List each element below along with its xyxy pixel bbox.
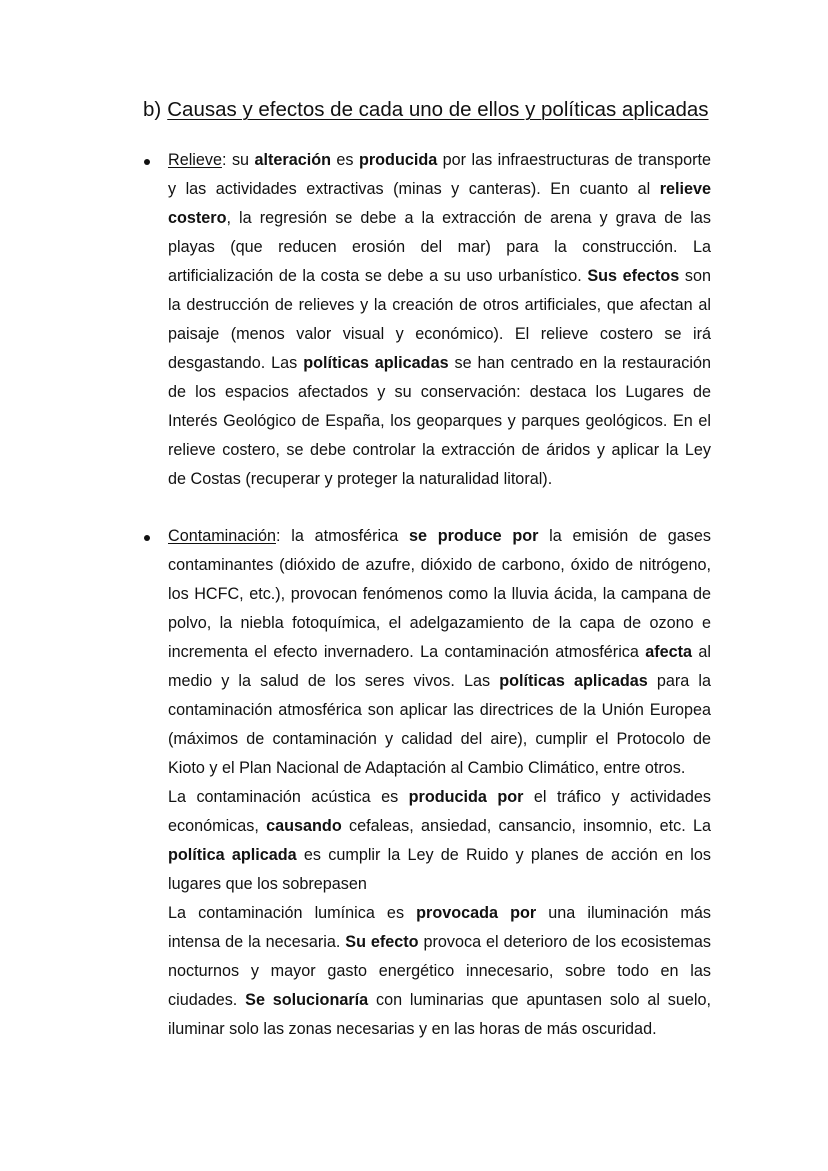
text-run: Kioto y el Plan Nacional de Adaptación al Cambio Climático, entre otros. (168, 759, 686, 777)
text-line (168, 262, 711, 291)
text-run: , la regresión se debe a la extracción de arena y grava de las (226, 209, 711, 227)
text-run: son (679, 267, 711, 285)
text-line (168, 233, 711, 262)
text-line (168, 841, 711, 870)
text-line (168, 928, 711, 957)
text-line (168, 957, 711, 986)
text-run: una iluminación más (536, 904, 711, 922)
text-run: lugares que los sobrepasen (168, 875, 367, 893)
text-run: para la (647, 672, 711, 690)
section-heading (143, 96, 709, 124)
text-line (168, 465, 711, 494)
text-run: al (692, 643, 711, 661)
bold-phrase: producida (358, 151, 438, 169)
text-line (168, 175, 711, 204)
heading-title: Causas y efectos de cada uno de ellos y políticas aplicadas (167, 98, 709, 121)
text-run: provoca el deterioro de los ecosistemas (418, 933, 711, 951)
text-run: medio y la salud de los seres vivos. Las (168, 672, 500, 690)
topic-label: Contaminación (168, 527, 276, 545)
heading-label: b) (143, 98, 162, 121)
text-line (168, 812, 711, 841)
text-run: es (330, 151, 359, 169)
text-line (168, 580, 711, 609)
text-run: se han centrado en la restauración (448, 354, 711, 372)
text-run: iluminar solo las zonas necesarias y en las horas de más oscuridad. (168, 1020, 657, 1038)
bold-phrase: políticas aplicadas (303, 354, 449, 372)
text-run: artificialización de la costa se debe a su uso urbanístico. (168, 267, 588, 285)
text-line (168, 696, 711, 725)
text-line (168, 146, 711, 175)
text-line (168, 551, 711, 580)
bold-phrase: relieve (659, 180, 711, 198)
bullet-icon (144, 159, 150, 165)
text-run: polvo, la niebla fotoquímica, el adelgazamiento de la capa de ozono e (168, 614, 711, 632)
text-line (168, 899, 711, 928)
bold-phrase: Su efecto (345, 933, 419, 951)
text-run: incrementa el efecto invernadero. La contaminación atmosférica (168, 643, 646, 661)
text-run: con luminarias que apuntasen solo al suelo, (368, 991, 711, 1009)
text-run: : la atmosférica (275, 527, 409, 545)
bold-phrase: causando (266, 817, 342, 835)
text-line (168, 291, 711, 320)
contaminacion-paragraph (168, 522, 711, 1044)
text-run: desgastando. Las (168, 354, 304, 372)
text-line (168, 986, 711, 1015)
bold-phrase: alteración (254, 151, 331, 169)
bold-phrase: costero (168, 209, 227, 227)
text-run: la destrucción de relieves y la creación de otros artificiales, que afectan al (168, 296, 711, 314)
text-run: (máximos de contaminación y calidad del aire), cumplir el Protocolo de (168, 730, 711, 748)
text-line (168, 754, 711, 783)
text-run: ciudades. (168, 991, 246, 1009)
text-run: el tráfico y actividades (523, 788, 712, 806)
text-line (168, 320, 711, 349)
bold-phrase: Se solucionaría (245, 991, 369, 1009)
bold-phrase: producida por (408, 788, 524, 806)
text-line (168, 638, 711, 667)
text-line (168, 870, 711, 899)
bold-phrase: se produce por (408, 527, 539, 545)
text-run: por las infraestructuras de transporte (437, 151, 712, 169)
text-run: contaminación atmosférica son aplicar las directrices de la Unión Europea (168, 701, 711, 719)
text-run: los HCFC, etc.), provocan fenómenos como la lluvia ácida, la campana de (168, 585, 711, 603)
text-run: contaminantes (dióxido de azufre, dióxido de carbono, óxido de nitrógeno, (168, 556, 711, 574)
text-line (168, 436, 711, 465)
text-run: de Costas (recuperar y proteger la naturalidad litoral). (168, 470, 553, 488)
bullet-icon (144, 535, 150, 541)
text-line (168, 204, 711, 233)
text-run: Interés Geológico de España, los geoparques y parques geológicos. En el (168, 412, 711, 430)
text-run: la emisión de gases (538, 527, 711, 545)
text-line (168, 349, 711, 378)
bold-phrase: afecta (645, 643, 693, 661)
text-line (168, 378, 711, 407)
bold-phrase: Sus efectos (587, 267, 680, 285)
text-run: cefaleas, ansiedad, cansancio, insomnio, etc. La (341, 817, 712, 835)
text-run: económicas, (168, 817, 267, 835)
bold-phrase: provocada por (416, 904, 537, 922)
text-run: La contaminación acústica es (168, 788, 409, 806)
text-line (168, 1015, 711, 1044)
text-line (168, 609, 711, 638)
bold-phrase: política aplicada (168, 846, 297, 864)
text-run: de los espacios afectados y su conservación: destaca los Lugares de (168, 383, 711, 401)
text-run: playas (que reducen erosión del mar) para la construcción. La (168, 238, 711, 256)
text-run: nocturnos y mayor gasto energético innecesario, sobre todo en las (168, 962, 711, 980)
text-line (168, 407, 711, 436)
relieve-paragraph (168, 146, 711, 494)
text-run: relieve costero, se debe controlar la extracción de áridos y aplicar la Ley (168, 441, 711, 459)
text-run: La contaminación lumínica es (168, 904, 417, 922)
text-line (168, 522, 711, 551)
text-run: intensa de la necesaria. (168, 933, 346, 951)
text-line (168, 667, 711, 696)
text-run: paisaje (menos valor visual y económico). El relieve costero se irá (168, 325, 711, 343)
text-run: y las actividades extractivas (minas y canteras). En cuanto al (168, 180, 660, 198)
topic-label: Relieve (168, 151, 222, 169)
text-run: : su (222, 151, 255, 169)
text-line (168, 725, 711, 754)
bold-phrase: políticas aplicadas (499, 672, 648, 690)
text-line (168, 783, 711, 812)
text-run: es cumplir la Ley de Ruido y planes de acción en los (296, 846, 711, 864)
